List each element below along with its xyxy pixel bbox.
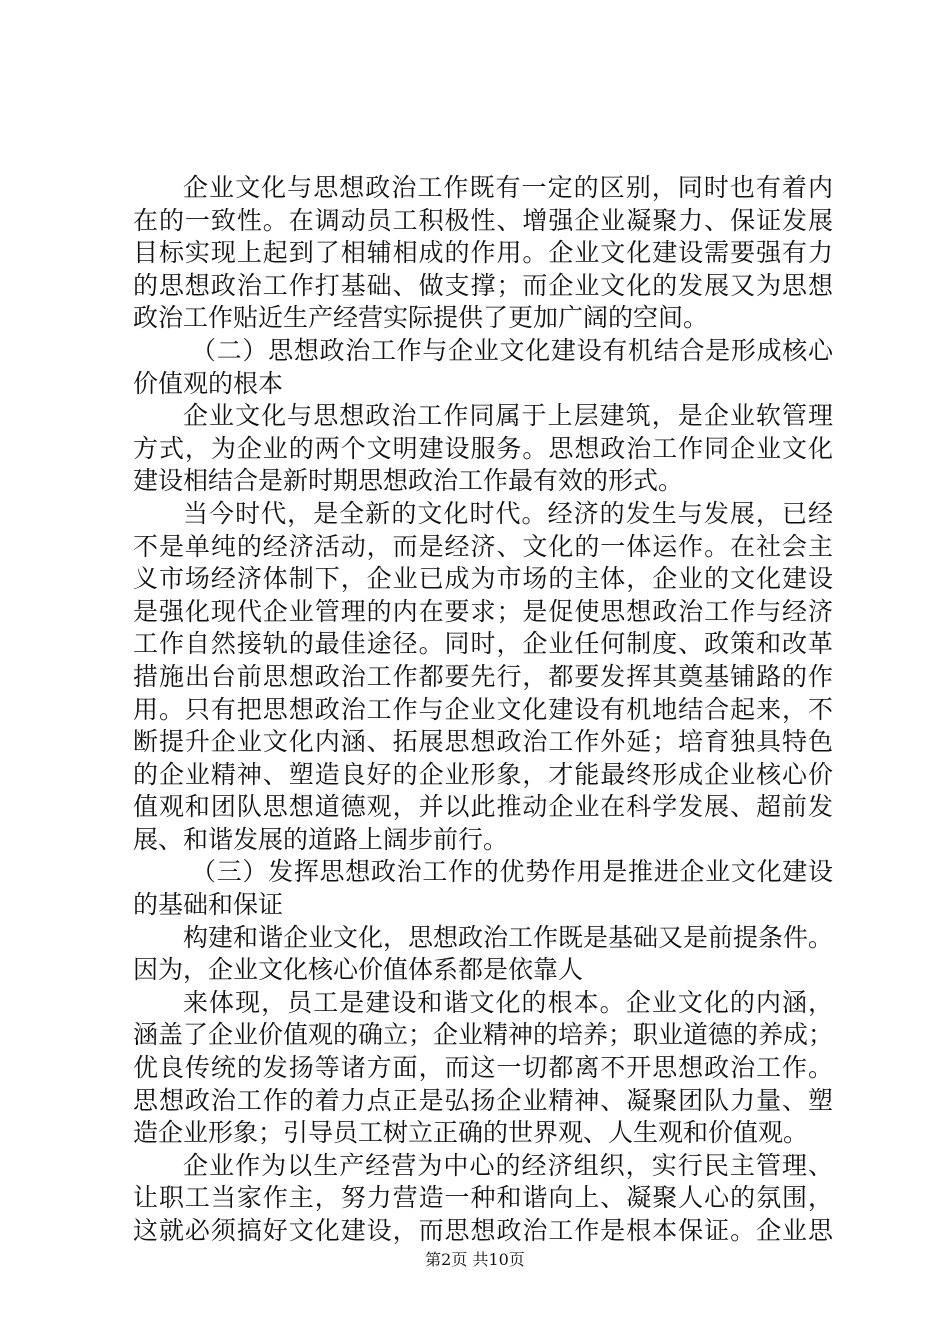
page-footer bbox=[0, 1250, 950, 1270]
text-line: 方式，为企业的两个文明建设服务。思想政治工作同企业文化 bbox=[133, 433, 833, 463]
text-line: 用。只有把思想政治工作与企业文化建设有机地结合起来，不 bbox=[133, 694, 833, 724]
text-line: 目标实现上起到了相辅相成的作用。企业文化建设需要强有力 bbox=[133, 238, 833, 268]
text-line: 因为，企业文化核心价值体系都是依靠人 bbox=[133, 955, 584, 985]
text-line: 措施出台前思想政治工作都要先行，都要发挥其奠基铺路的作 bbox=[133, 661, 833, 691]
text-line: 这就必须搞好文化建设，而思想政治工作是根本保证。企业思 bbox=[133, 1216, 833, 1245]
text-line: 价值观的根本 bbox=[133, 368, 284, 398]
text-line: 当今时代，是全新的文化时代。经济的发生与发展，已经 bbox=[183, 498, 833, 528]
text-line: 断提升企业文化内涵、拓展思想政治工作外延；培育独具特色 bbox=[133, 727, 833, 757]
text-line: 构建和谐企业文化，思想政治工作既是基础又是前提条件。 bbox=[183, 922, 834, 952]
text-line: 造企业形象；引导员工树立正确的世界观、人生观和价值观。 bbox=[133, 1118, 809, 1148]
text-line: 的思想政治工作打基础、做支撑；而企业文化的发展又为思想 bbox=[133, 270, 833, 300]
text-line: 企业作为以生产经营为中心的经济组织，实行民主管理、 bbox=[183, 1150, 833, 1180]
text-line: 工作自然接轨的最佳途径。同时，企业任何制度、政策和改革 bbox=[133, 629, 833, 659]
text-line: 的企业精神、塑造良好的企业形象，才能最终形成企业核心价 bbox=[133, 759, 833, 789]
text-line: 建设相结合是新时期思想政治工作最有效的形式。 bbox=[133, 466, 684, 496]
text-line: 是强化现代企业管理的内在要求；是促使思想政治工作与经济 bbox=[133, 596, 833, 626]
text-line: 企业文化与思想政治工作同属于上层建筑，是企业软管理 bbox=[183, 401, 833, 431]
text-line: （二）思想政治工作与企业文化建设有机结合是形成核心 bbox=[191, 335, 833, 365]
text-line: 的基础和保证 bbox=[133, 890, 284, 920]
text-line: 涵盖了企业价值观的确立；企业精神的培养；职业道德的养成； bbox=[133, 1020, 834, 1050]
text-line: 政治工作贴近生产经营实际提供了更加广阔的空间。 bbox=[133, 303, 709, 333]
page-number: 第2页 共10页 bbox=[425, 1250, 525, 1269]
text-line: 不是单纯的经济活动，而是经济、文化的一体运作。在社会主 bbox=[133, 531, 833, 561]
text-line: 企业文化与思想政治工作既有一定的区别，同时也有着内 bbox=[183, 173, 833, 202]
text-line: 优良传统的发扬等诸方面，而这一切都离不开思想政治工作。 bbox=[133, 1053, 833, 1083]
text-line: 值观和团队思想道德观，并以此推动企业在科学发展、超前发 bbox=[133, 792, 833, 822]
document-body bbox=[133, 172, 833, 1248]
text-line: 在的一致性。在调动员工积极性、增强企业凝聚力、保证发展 bbox=[133, 205, 833, 235]
text-line: 展、和谐发展的道路上阔步前行。 bbox=[133, 824, 509, 854]
text-line: （三）发挥思想政治工作的优势作用是推进企业文化建设 bbox=[191, 857, 833, 887]
text-line: 让职工当家作主，努力营造一种和谐向上、凝聚人心的氛围， bbox=[133, 1183, 833, 1213]
text-line: 义市场经济体制下，企业已成为市场的主体，企业的文化建设 bbox=[133, 564, 833, 594]
text-line: 思想政治工作的着力点正是弘扬企业精神、凝聚团队力量、塑 bbox=[133, 1085, 833, 1115]
text-line: 来体现，员工是建设和谐文化的根本。企业文化的内涵， bbox=[183, 987, 833, 1017]
